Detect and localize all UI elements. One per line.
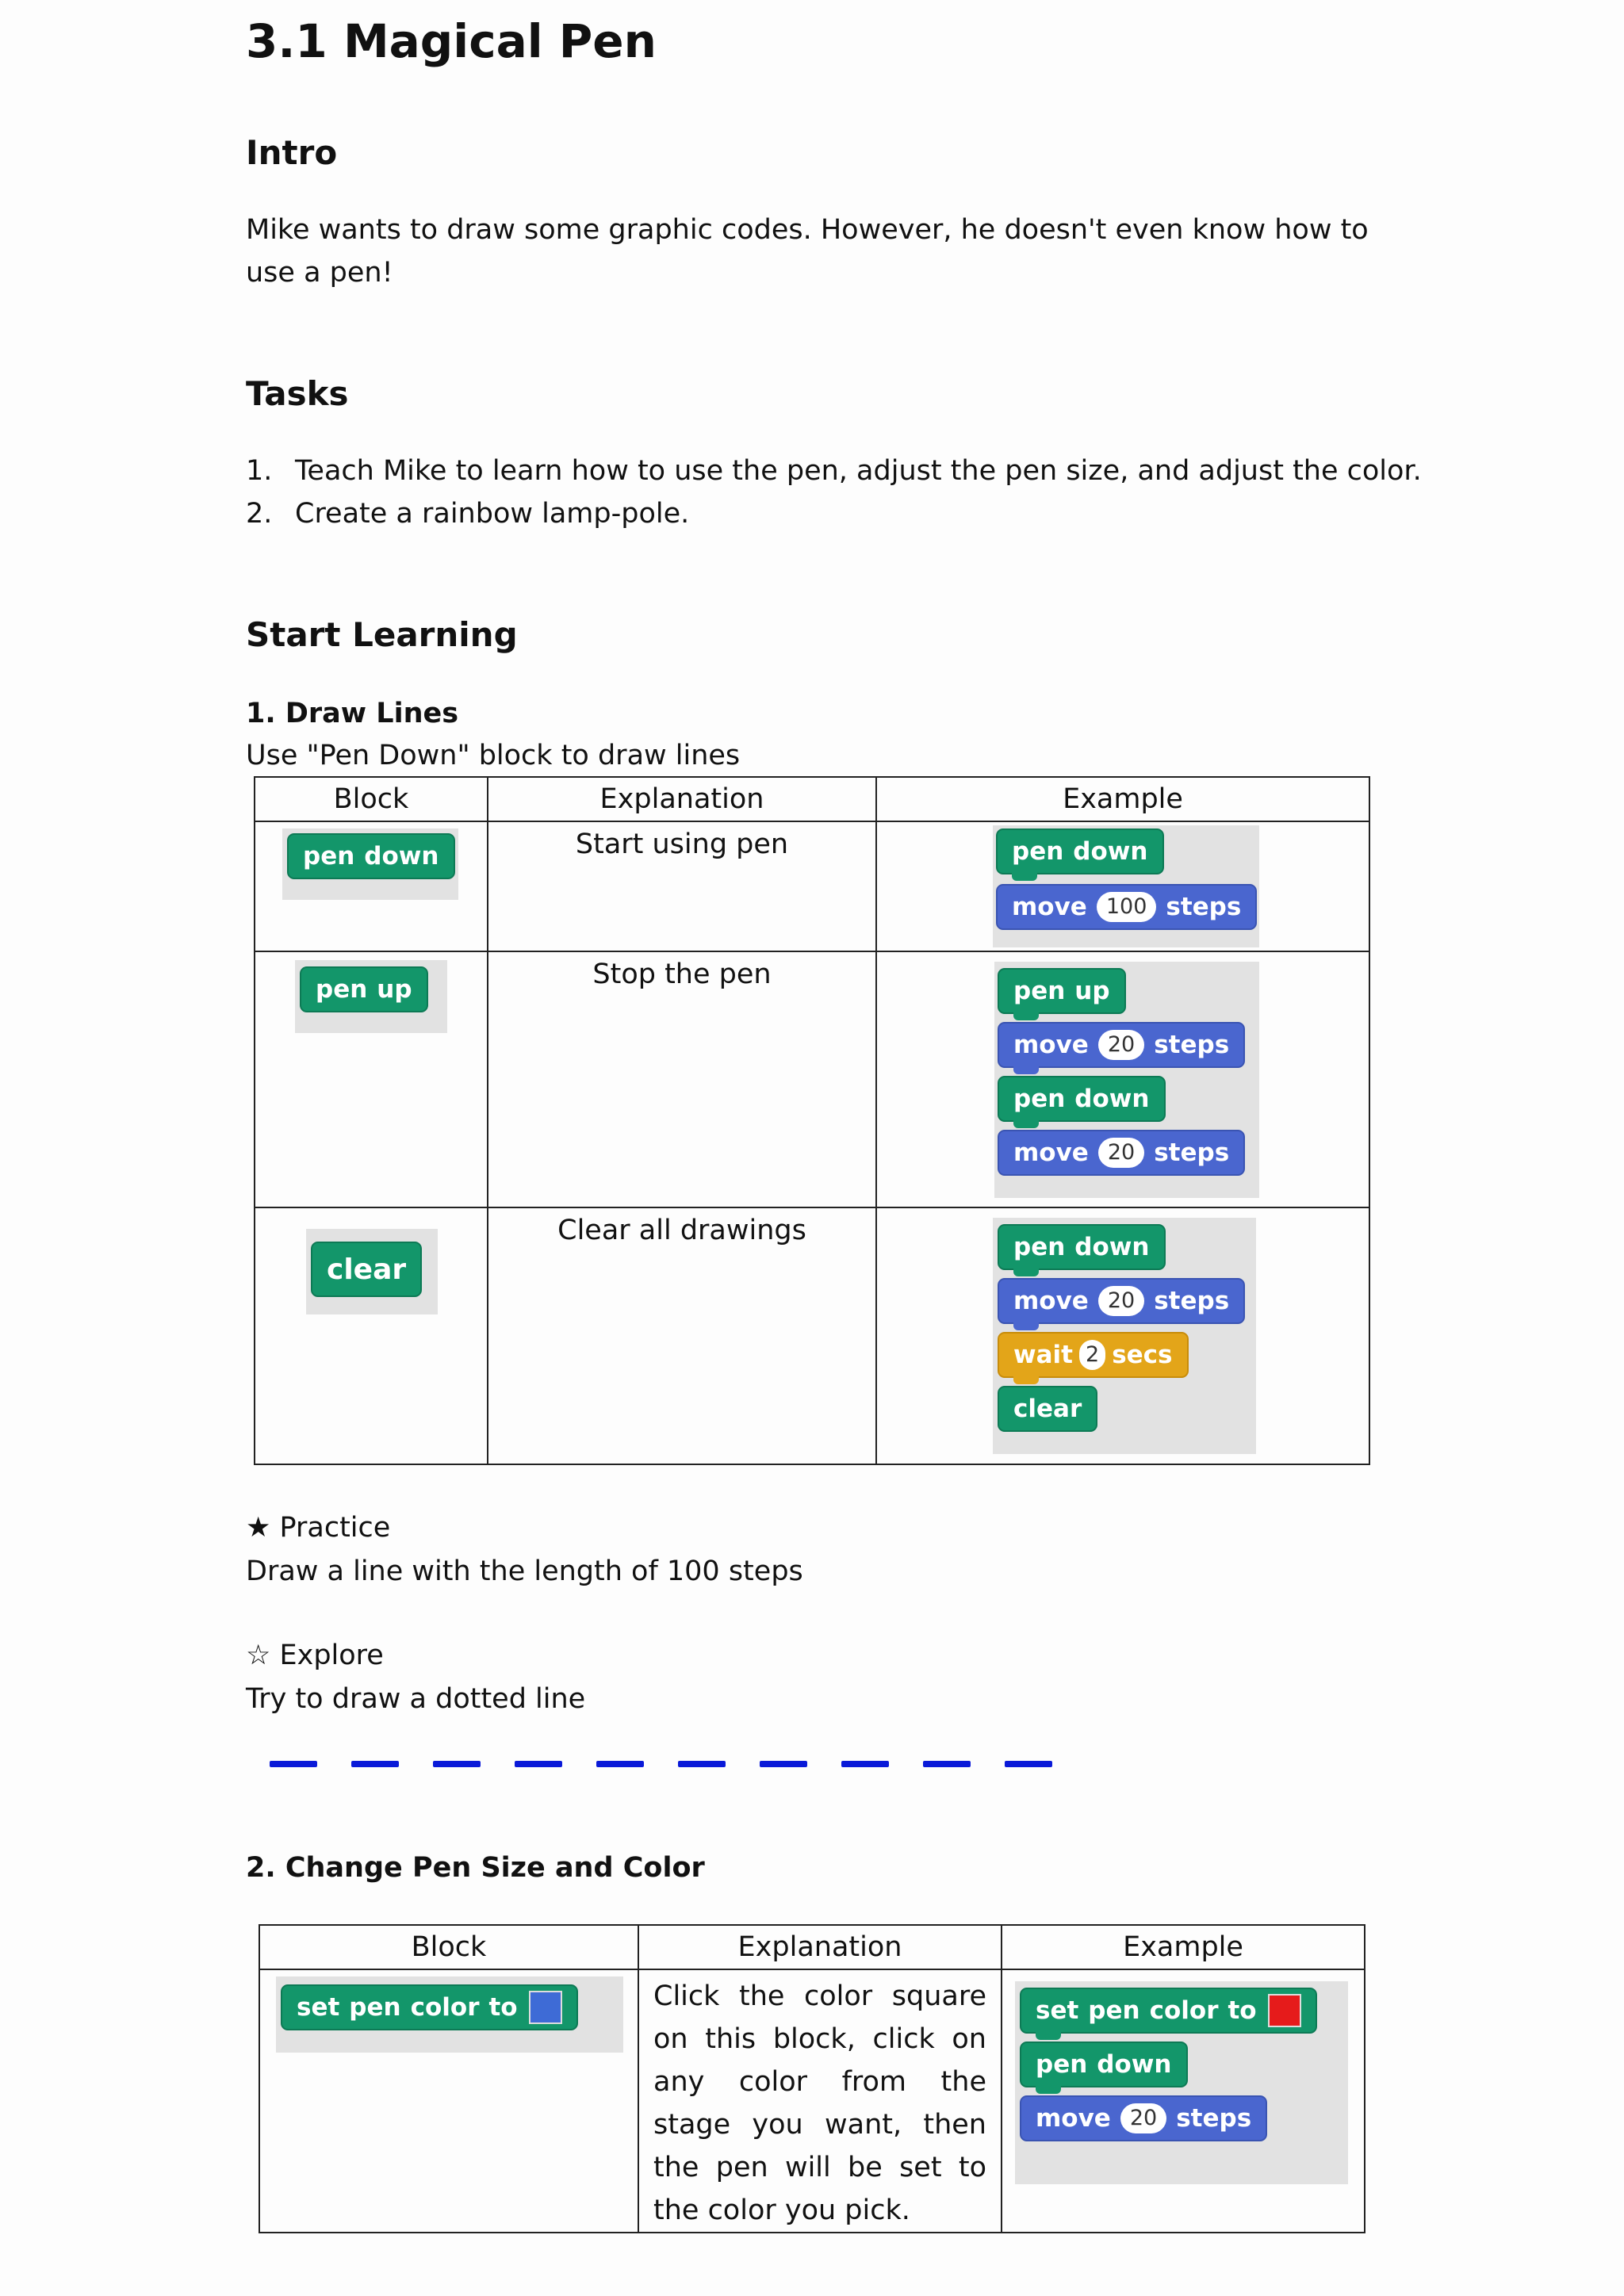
tasks-heading: Tasks: [246, 374, 349, 413]
dash: [270, 1761, 317, 1767]
pen-down-block: pen down: [1020, 2042, 1188, 2087]
task-item: 2. Create a rainbow lamp-pole.: [246, 498, 690, 530]
pen-down-block: pen down: [287, 833, 455, 879]
table-header-example: Example: [1002, 1925, 1365, 1969]
explanation-cell: Stop the pen: [488, 951, 876, 1207]
intro-text: Mike wants to draw some graphic codes. However, he doesn't even know how to use a pen!: [246, 214, 1369, 289]
practice-text: Draw a line with the length of 100 steps: [246, 1556, 803, 1587]
explanation-cell: Clear all drawings: [488, 1207, 876, 1464]
intro-heading: Intro: [246, 133, 338, 172]
section1-subtitle: Use "Pen Down" block to draw lines: [246, 740, 741, 771]
example-pen-down-image: [993, 825, 1259, 947]
dash: [760, 1761, 807, 1767]
clear-block-image: [306, 1229, 438, 1314]
explanation-cell: Click the color square on this block, click on any color from the stage you want, then the pen will be set to the color you pick.: [638, 1969, 1002, 2233]
move-steps-block: move 20 steps: [998, 1278, 1245, 1324]
page-title: 3.1 Magical Pen: [246, 14, 657, 68]
table-header-explanation: Explanation: [638, 1925, 1002, 1969]
set-pen-color-block-image: [276, 1976, 623, 2053]
clear-block: clear: [998, 1386, 1097, 1432]
section2-heading: 2. Change Pen Size and Color: [246, 1852, 705, 1884]
dotted-line-example: [270, 1761, 1086, 1767]
dash: [351, 1761, 399, 1767]
pen-down-block-image: [282, 828, 458, 900]
color-swatch[interactable]: [529, 1991, 562, 2024]
table-row: [259, 1969, 1365, 2233]
table-header-example: Example: [876, 777, 1369, 821]
pen-up-block: pen up: [300, 966, 428, 1012]
table-row: [255, 1207, 1369, 1464]
move-steps-block: move 20 steps: [998, 1022, 1245, 1068]
pen-down-block: pen down: [996, 828, 1164, 874]
set-pen-color-block: set pen color to: [281, 1984, 578, 2030]
explore-label: ☆ Explore: [246, 1640, 384, 1671]
dash: [596, 1761, 644, 1767]
table-header-explanation: Explanation: [488, 777, 876, 821]
wait-secs-block: wait 2 secs: [998, 1332, 1189, 1378]
start-learning-heading: Start Learning: [246, 615, 518, 654]
dash: [841, 1761, 889, 1767]
section1-heading: 1. Draw Lines: [246, 698, 459, 729]
table-row: [255, 951, 1369, 1207]
pen-up-block: pen up: [998, 968, 1126, 1014]
explore-text: Try to draw a dotted line: [246, 1683, 586, 1715]
table-row: [255, 821, 1369, 951]
set-pen-color-block: set pen color to: [1020, 1988, 1317, 2034]
example-clear-image: [993, 1218, 1256, 1454]
table-header-block: Block: [259, 1925, 638, 1969]
table-header-block: Block: [255, 777, 488, 821]
dash: [433, 1761, 481, 1767]
dash: [1005, 1761, 1052, 1767]
move-steps-block: move 100 steps: [996, 884, 1257, 930]
tasks-list: [246, 450, 1422, 535]
dash: [515, 1761, 562, 1767]
color-swatch[interactable]: [1268, 1994, 1301, 2027]
example-set-color-image: [1015, 1981, 1348, 2184]
draw-lines-table: [254, 776, 1370, 1465]
move-steps-block: move 20 steps: [1020, 2095, 1267, 2141]
pen-up-block-image: [295, 960, 447, 1033]
pen-down-block: pen down: [998, 1076, 1166, 1122]
explanation-cell: Start using pen: [488, 821, 876, 951]
pen-down-block: pen down: [998, 1224, 1166, 1270]
dash: [678, 1761, 726, 1767]
pen-size-color-table: [259, 1924, 1365, 2233]
dash: [923, 1761, 971, 1767]
clear-block: clear: [311, 1242, 422, 1297]
move-steps-block: move 20 steps: [998, 1130, 1245, 1176]
task-item: 1. Teach Mike to learn how to use the pen, adjust the pen size, and adjust the color.: [246, 455, 1422, 487]
example-pen-up-image: [994, 962, 1259, 1198]
practice-label: ★ Practice: [246, 1512, 391, 1544]
